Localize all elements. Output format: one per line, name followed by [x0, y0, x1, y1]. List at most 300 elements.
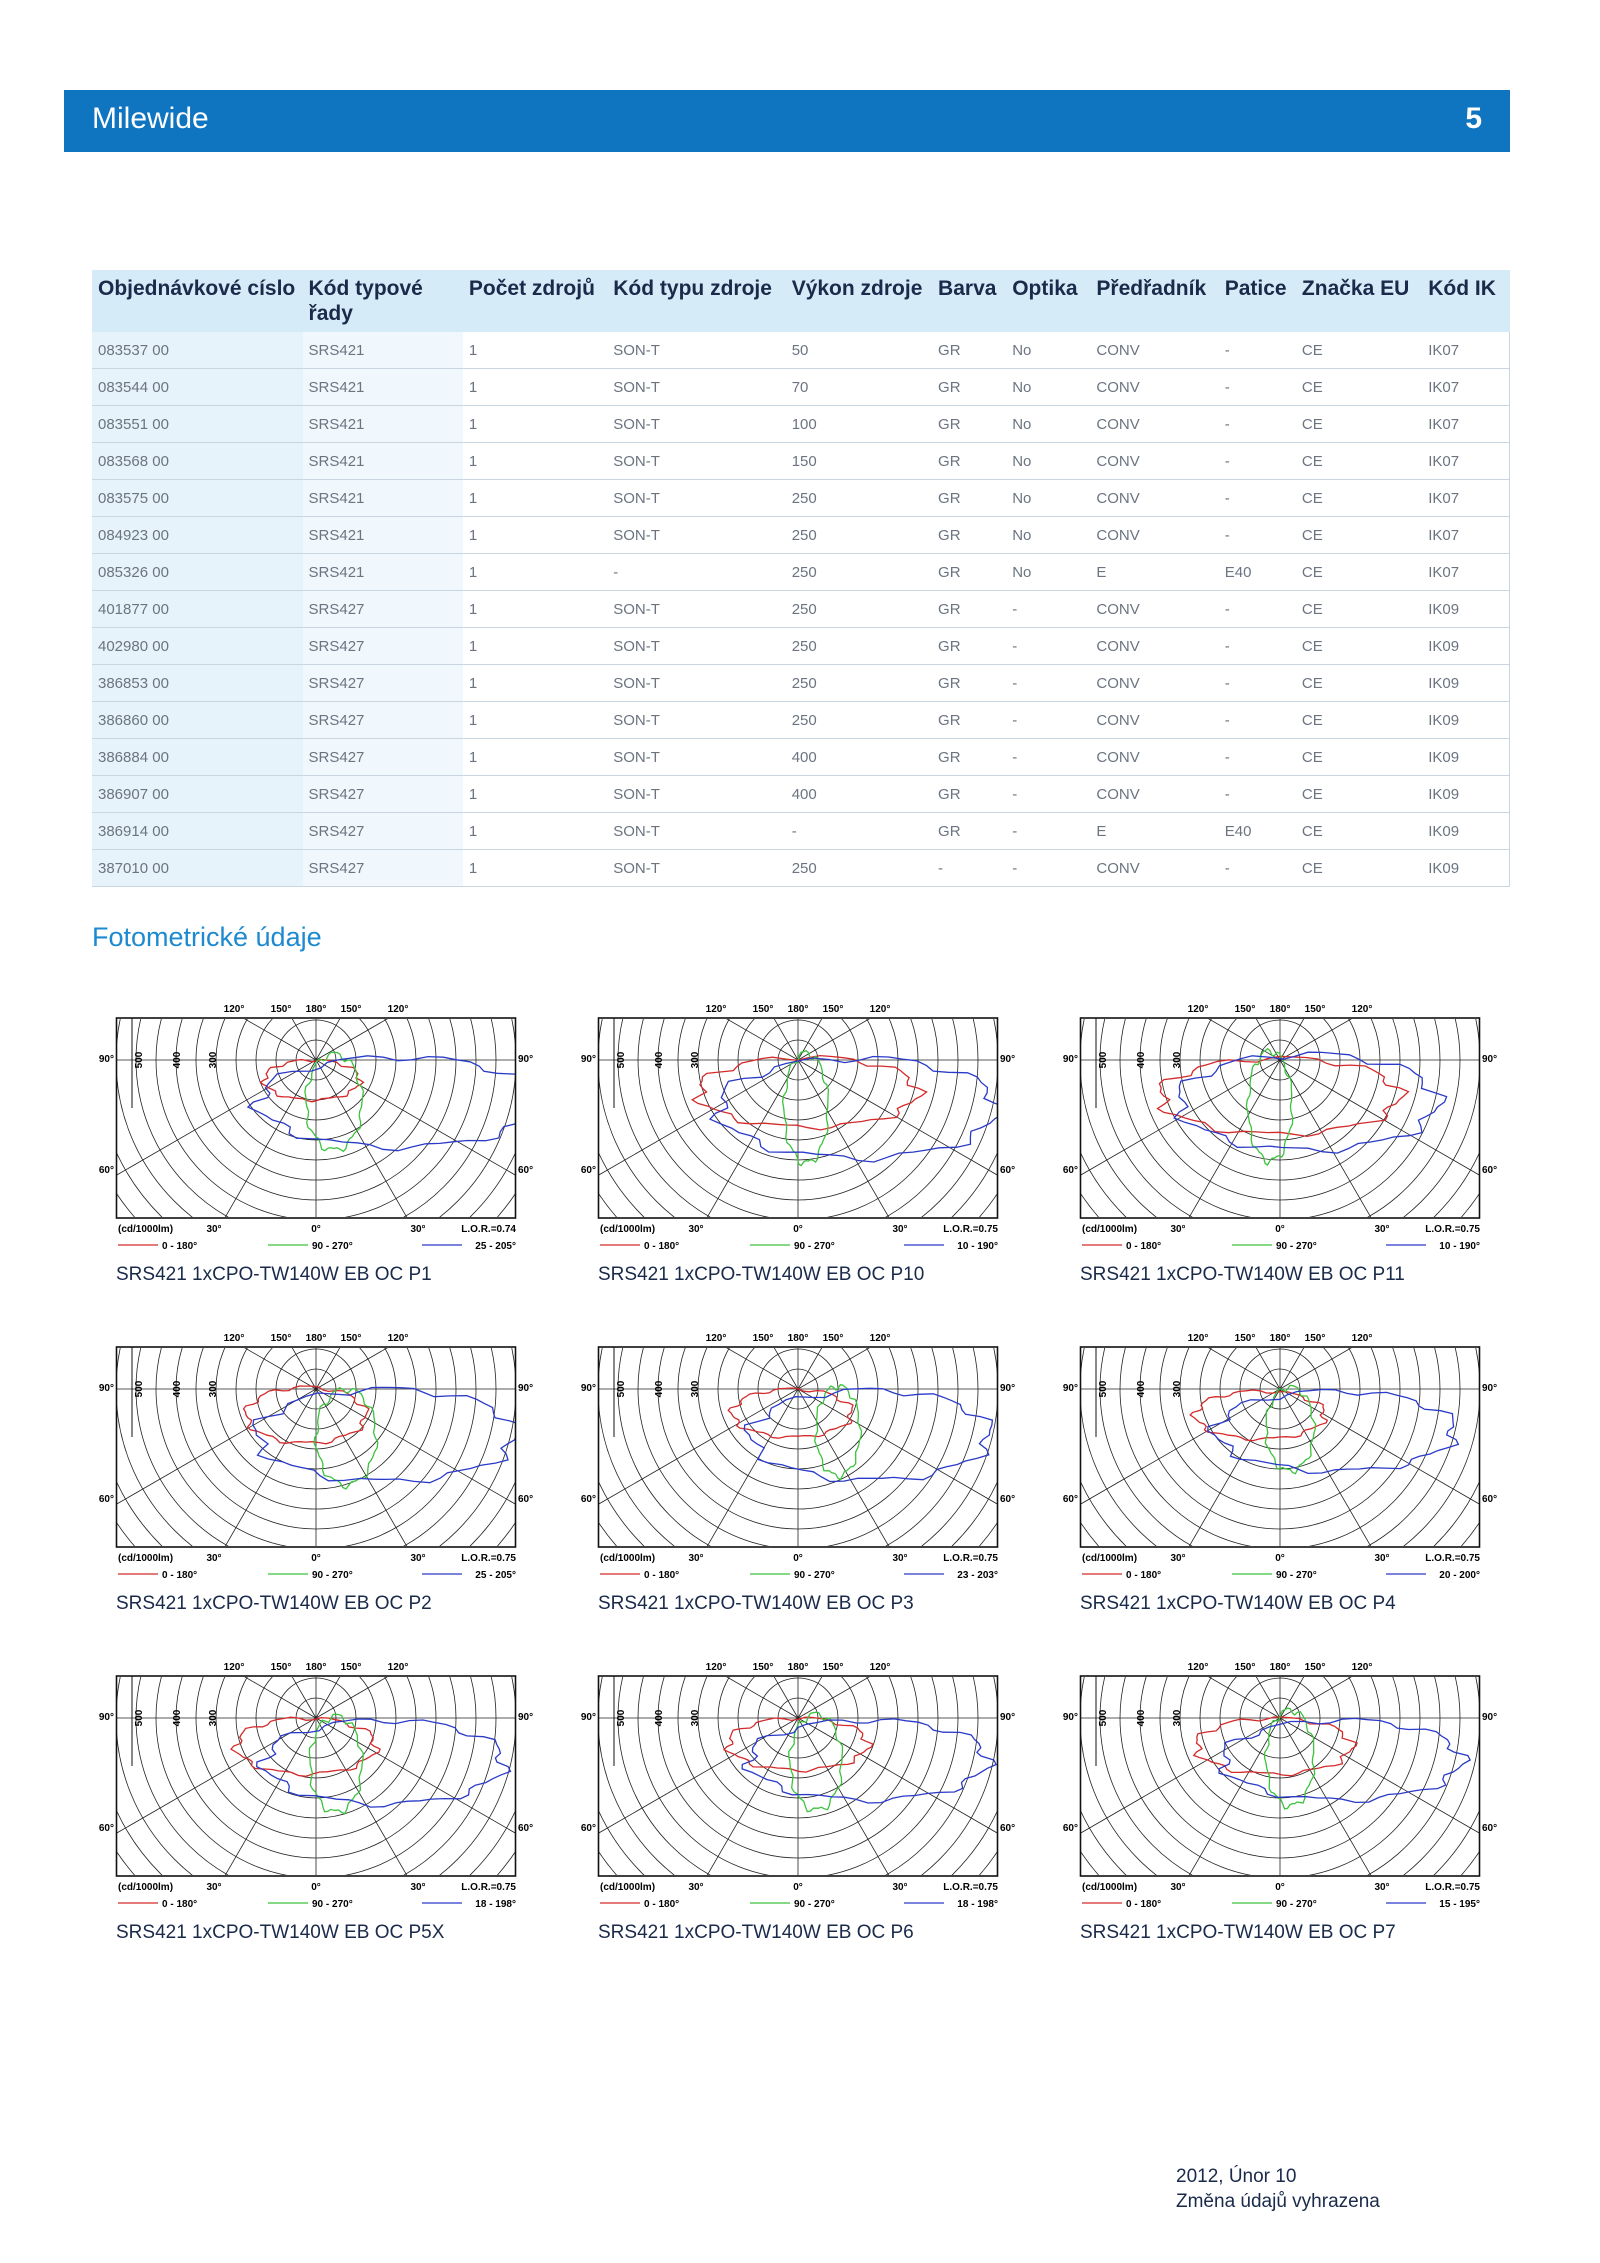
angle-label: 90° — [1000, 1712, 1016, 1723]
table-cell: CONV — [1090, 628, 1218, 665]
table-cell: CONV — [1090, 850, 1218, 887]
table-row — [92, 554, 1510, 591]
radial-tick-label: 500 — [616, 1709, 627, 1727]
table-cell: 1 — [463, 554, 607, 591]
angle-label: 60° — [98, 1823, 114, 1834]
radial-tick-label: 400 — [172, 1709, 183, 1727]
radial-tick-label: 500 — [1098, 1051, 1109, 1069]
legend-label: 0 - 180° — [162, 1899, 198, 1910]
legend-label: 0 - 180° — [644, 1570, 680, 1581]
angle-label: 120° — [223, 1004, 245, 1015]
table-cell: 085326 00 — [92, 554, 303, 591]
angle-label: 0° — [311, 1553, 321, 1564]
table-cell: SON-T — [607, 480, 785, 517]
angle-label: 150° — [822, 1662, 844, 1673]
table-cell: CONV — [1090, 406, 1218, 443]
table-row — [92, 739, 1510, 776]
angle-label: 90° — [580, 1712, 596, 1723]
radial-tick-label: 400 — [172, 1051, 183, 1069]
table-cell: 250 — [786, 517, 932, 554]
lor-label: L.O.R.=0.75 — [461, 1553, 516, 1564]
angle-label: 180° — [305, 1662, 327, 1673]
angle-label: 120° — [223, 1662, 245, 1673]
lor-label: L.O.R.=0.75 — [943, 1224, 998, 1235]
angle-label: 0° — [311, 1882, 321, 1893]
radial-tick-label: 400 — [172, 1380, 183, 1398]
table-cell: - — [1219, 628, 1296, 665]
angle-label: 60° — [518, 1165, 534, 1176]
table-cell: IK09 — [1422, 628, 1509, 665]
table-cell: No — [1006, 406, 1090, 443]
legend-label: 0 - 180° — [1126, 1241, 1162, 1252]
angle-label: 30° — [892, 1553, 908, 1564]
angle-label: 180° — [1269, 1333, 1291, 1344]
table-cell: E40 — [1219, 813, 1296, 850]
radial-tick-label: 400 — [654, 1051, 665, 1069]
table-cell: CE — [1296, 332, 1422, 369]
polar-plot — [1062, 1329, 1498, 1589]
diagram-caption: SRS421 1xCPO-TW140W EB OC P1 — [116, 1264, 432, 1285]
radial-tick-label: 500 — [1098, 1380, 1109, 1398]
table-cell: - — [1219, 480, 1296, 517]
table-cell: SRS421 — [303, 517, 463, 554]
angle-label: 60° — [1000, 1494, 1016, 1505]
table-cell: GR — [932, 332, 1006, 369]
table-cell: - — [1219, 739, 1296, 776]
diagram-caption: SRS421 1xCPO-TW140W EB OC P3 — [598, 1593, 914, 1614]
angle-label: 60° — [518, 1494, 534, 1505]
angle-label: 180° — [305, 1333, 327, 1344]
table-cell: SON-T — [607, 591, 785, 628]
angle-label: 60° — [98, 1165, 114, 1176]
angle-label: 120° — [387, 1333, 409, 1344]
table-cell: 401877 00 — [92, 591, 303, 628]
table-cell: IK07 — [1422, 443, 1509, 480]
angle-label: 120° — [1187, 1004, 1209, 1015]
angle-label: 90° — [518, 1054, 534, 1065]
table-cell: CONV — [1090, 776, 1218, 813]
curve-0-180 — [1158, 1056, 1409, 1136]
angle-label: 30° — [1170, 1553, 1186, 1564]
table-cell: CE — [1296, 369, 1422, 406]
angle-label: 30° — [410, 1553, 426, 1564]
angle-label: 150° — [270, 1004, 292, 1015]
footer — [1176, 2164, 1380, 2214]
table-cell: SRS427 — [303, 591, 463, 628]
legend-label: 10 - 190° — [1439, 1241, 1480, 1252]
table-cell: 386907 00 — [92, 776, 303, 813]
table-cell: SON-T — [607, 739, 785, 776]
curve-90-270 — [314, 1388, 378, 1489]
table-cell: - — [1006, 702, 1090, 739]
diagram-caption: SRS421 1xCPO-TW140W EB OC P2 — [116, 1593, 432, 1614]
unit-label: (cd/1000lm) — [600, 1553, 656, 1564]
radial-tick-label: 400 — [654, 1709, 665, 1727]
table-cell: CE — [1296, 406, 1422, 443]
legend-label: 25 - 205° — [475, 1570, 516, 1581]
table-cell: GR — [932, 480, 1006, 517]
polar-diagram — [580, 1329, 1016, 1614]
angle-label: 120° — [705, 1004, 727, 1015]
radial-tick-label: 500 — [1098, 1709, 1109, 1727]
table-cell: No — [1006, 369, 1090, 406]
radial-tick-label: 300 — [208, 1709, 219, 1727]
curve-0-180 — [724, 1717, 873, 1772]
table-cell: SON-T — [607, 628, 785, 665]
angle-label: 30° — [688, 1224, 704, 1235]
legend-label: 90 - 270° — [794, 1570, 835, 1581]
table-cell: GR — [932, 591, 1006, 628]
table-cell: 083544 00 — [92, 369, 303, 406]
table-row — [92, 480, 1510, 517]
angle-label: 60° — [580, 1494, 596, 1505]
table-cell: CONV — [1090, 332, 1218, 369]
table-cell: GR — [932, 406, 1006, 443]
angle-label: 150° — [340, 1333, 362, 1344]
table-row — [92, 443, 1510, 480]
radial-tick-label: 400 — [1136, 1051, 1147, 1069]
table-row — [92, 332, 1510, 369]
table-cell: E — [1090, 813, 1218, 850]
table-cell: - — [1219, 517, 1296, 554]
table-cell: 1 — [463, 406, 607, 443]
table-cell: CE — [1296, 628, 1422, 665]
table-cell: 1 — [463, 776, 607, 813]
column-header: Předřadník — [1090, 270, 1218, 332]
curve-blue — [742, 1719, 996, 1803]
angle-label: 120° — [705, 1662, 727, 1673]
radial-tick-label: 400 — [1136, 1380, 1147, 1398]
angle-label: 120° — [1351, 1662, 1373, 1673]
diagram-caption: SRS421 1xCPO-TW140W EB OC P4 — [1080, 1593, 1396, 1614]
table-cell: No — [1006, 332, 1090, 369]
table-cell: SRS421 — [303, 406, 463, 443]
table-cell: - — [1006, 776, 1090, 813]
table-cell: - — [1006, 813, 1090, 850]
table-cell: - — [1219, 443, 1296, 480]
table-cell: 084923 00 — [92, 517, 303, 554]
polar-diagram — [1062, 1329, 1498, 1614]
document-title: Milewide — [92, 102, 209, 135]
table-cell: SON-T — [607, 850, 785, 887]
table-cell: 083537 00 — [92, 332, 303, 369]
legend-label: 90 - 270° — [312, 1241, 353, 1252]
table-cell: IK09 — [1422, 739, 1509, 776]
angle-label: 60° — [1482, 1823, 1498, 1834]
table-cell: 250 — [786, 665, 932, 702]
angle-label: 90° — [1062, 1054, 1078, 1065]
table-cell: - — [932, 850, 1006, 887]
angle-label: 60° — [1000, 1165, 1016, 1176]
legend-label: 15 - 195° — [1439, 1899, 1480, 1910]
radial-tick-label: 500 — [134, 1051, 145, 1069]
table-cell: IK07 — [1422, 369, 1509, 406]
footer-note: Změna údajů vyhrazena — [1176, 2191, 1380, 2212]
column-header: Výkon zdroje — [786, 270, 932, 332]
polar-plot — [580, 1658, 1016, 1918]
diagram-caption: SRS421 1xCPO-TW140W EB OC P11 — [1080, 1264, 1405, 1285]
table-cell: SON-T — [607, 406, 785, 443]
curve-blue — [1174, 1052, 1446, 1153]
column-header: Patice — [1219, 270, 1296, 332]
curve-blue — [253, 1387, 523, 1482]
table-body — [92, 332, 1510, 887]
angle-label: 30° — [1170, 1882, 1186, 1893]
curve-90-270 — [783, 1051, 829, 1166]
table-cell: SON-T — [607, 369, 785, 406]
polar-diagram — [98, 1329, 534, 1614]
radial-tick-label: 300 — [690, 1051, 701, 1069]
table-cell: - — [1219, 332, 1296, 369]
table-cell: - — [1219, 406, 1296, 443]
unit-label: (cd/1000lm) — [1082, 1553, 1138, 1564]
table-cell: IK09 — [1422, 665, 1509, 702]
angle-label: 120° — [869, 1333, 891, 1344]
radial-tick-label: 300 — [208, 1051, 219, 1069]
unit-label: (cd/1000lm) — [118, 1224, 174, 1235]
table-cell: No — [1006, 554, 1090, 591]
unit-label: (cd/1000lm) — [1082, 1224, 1138, 1235]
table-cell: GR — [932, 702, 1006, 739]
table-cell: 387010 00 — [92, 850, 303, 887]
table-cell: - — [786, 813, 932, 850]
table-header-row — [92, 270, 1510, 332]
table-cell: IK07 — [1422, 480, 1509, 517]
table-cell: No — [1006, 517, 1090, 554]
table-cell: CONV — [1090, 702, 1218, 739]
table-cell: - — [607, 554, 785, 591]
polar-plot — [98, 1329, 534, 1589]
table-cell: 250 — [786, 628, 932, 665]
angle-label: 30° — [892, 1882, 908, 1893]
angle-label: 60° — [518, 1823, 534, 1834]
table-cell: 250 — [786, 480, 932, 517]
angle-label: 90° — [1482, 1712, 1498, 1723]
column-header: Kód IK — [1422, 270, 1509, 332]
table-cell: CE — [1296, 480, 1422, 517]
unit-label: (cd/1000lm) — [118, 1882, 174, 1893]
table-cell: GR — [932, 739, 1006, 776]
table-cell: SON-T — [607, 702, 785, 739]
table-cell: 250 — [786, 554, 932, 591]
angle-label: 0° — [1275, 1553, 1285, 1564]
table-cell: GR — [932, 443, 1006, 480]
table-cell: CONV — [1090, 369, 1218, 406]
legend-label: 18 - 198° — [475, 1899, 516, 1910]
table-cell: CE — [1296, 517, 1422, 554]
table-cell: - — [1219, 369, 1296, 406]
angle-label: 30° — [410, 1224, 426, 1235]
table-cell: CE — [1296, 813, 1422, 850]
table-cell: 386884 00 — [92, 739, 303, 776]
table-cell: 083551 00 — [92, 406, 303, 443]
table-cell: CONV — [1090, 739, 1218, 776]
table-row — [92, 628, 1510, 665]
legend-label: 90 - 270° — [794, 1241, 835, 1252]
section-title: Fotometrické údaje — [92, 922, 322, 952]
angle-label: 30° — [206, 1882, 222, 1893]
polar-diagram — [1062, 1658, 1498, 1943]
curve-blue — [257, 1719, 511, 1807]
table-cell: 1 — [463, 480, 607, 517]
angle-label: 0° — [1275, 1224, 1285, 1235]
table-cell: CE — [1296, 665, 1422, 702]
table-cell: CE — [1296, 850, 1422, 887]
table-cell: - — [1219, 850, 1296, 887]
angle-label: 30° — [1374, 1224, 1390, 1235]
table-cell: - — [1219, 665, 1296, 702]
polar-plot — [580, 1000, 1016, 1260]
table-cell: SRS427 — [303, 702, 463, 739]
table-cell: - — [1006, 850, 1090, 887]
table-cell: IK09 — [1422, 591, 1509, 628]
table-cell: IK07 — [1422, 332, 1509, 369]
polar-plot — [1062, 1658, 1498, 1918]
legend-label: 90 - 270° — [1276, 1570, 1317, 1581]
angle-label: 150° — [1304, 1004, 1326, 1015]
table-cell: 50 — [786, 332, 932, 369]
table-cell: 083575 00 — [92, 480, 303, 517]
angle-label: 90° — [1000, 1054, 1016, 1065]
angle-label: 150° — [752, 1333, 774, 1344]
angle-label: 90° — [580, 1383, 596, 1394]
table-row — [92, 813, 1510, 850]
angle-label: 90° — [98, 1712, 114, 1723]
table-cell: 400 — [786, 739, 932, 776]
table-cell: 1 — [463, 702, 607, 739]
angle-label: 60° — [580, 1823, 596, 1834]
table-cell: - — [1006, 739, 1090, 776]
angle-label: 30° — [410, 1882, 426, 1893]
legend-label: 20 - 200° — [1439, 1570, 1480, 1581]
angle-label: 90° — [1062, 1383, 1078, 1394]
curve-0-180 — [728, 1388, 853, 1438]
curve-blue — [1219, 1718, 1470, 1802]
lor-label: L.O.R.=0.75 — [943, 1553, 998, 1564]
table-cell: 1 — [463, 591, 607, 628]
polar-plot — [580, 1329, 1016, 1589]
diagram-caption: SRS421 1xCPO-TW140W EB OC P10 — [598, 1264, 925, 1285]
table-cell: SRS427 — [303, 850, 463, 887]
table-cell: 386914 00 — [92, 813, 303, 850]
angle-label: 60° — [1482, 1165, 1498, 1176]
table-cell: GR — [932, 554, 1006, 591]
lor-label: L.O.R.=0.74 — [461, 1224, 516, 1235]
angle-label: 180° — [787, 1662, 809, 1673]
table-row — [92, 702, 1510, 739]
angle-label: 90° — [1000, 1383, 1016, 1394]
angle-label: 60° — [1062, 1823, 1078, 1834]
angle-label: 150° — [1234, 1004, 1256, 1015]
angle-label: 60° — [1000, 1823, 1016, 1834]
radial-tick-label: 300 — [690, 1380, 701, 1398]
table-cell: E — [1090, 554, 1218, 591]
radial-tick-label: 500 — [616, 1380, 627, 1398]
angle-label: 30° — [1374, 1882, 1390, 1893]
angle-label: 0° — [793, 1882, 803, 1893]
table-row — [92, 850, 1510, 887]
table-cell: CE — [1296, 554, 1422, 591]
angle-label: 30° — [1170, 1224, 1186, 1235]
polar-diagram — [580, 1000, 1016, 1285]
lor-label: L.O.R.=0.75 — [461, 1882, 516, 1893]
table-cell: SRS421 — [303, 480, 463, 517]
radial-tick-label: 500 — [616, 1051, 627, 1069]
unit-label: (cd/1000lm) — [1082, 1882, 1138, 1893]
angle-label: 150° — [1234, 1333, 1256, 1344]
table-cell: 083568 00 — [92, 443, 303, 480]
polar-plot — [1062, 1000, 1498, 1260]
table-cell: E40 — [1219, 554, 1296, 591]
legend-label: 90 - 270° — [312, 1570, 353, 1581]
table-cell: SRS421 — [303, 443, 463, 480]
table-row — [92, 406, 1510, 443]
table-cell: SON-T — [607, 665, 785, 702]
legend-label: 10 - 190° — [957, 1241, 998, 1252]
table-cell: 250 — [786, 702, 932, 739]
angle-label: 120° — [1351, 1004, 1373, 1015]
angle-label: 30° — [1374, 1553, 1390, 1564]
table-cell: No — [1006, 443, 1090, 480]
table-cell: 1 — [463, 628, 607, 665]
angle-label: 120° — [869, 1004, 891, 1015]
angle-label: 120° — [1187, 1662, 1209, 1673]
table-cell: - — [1006, 628, 1090, 665]
lor-label: L.O.R.=0.75 — [1425, 1553, 1480, 1564]
table-cell: IK07 — [1422, 517, 1509, 554]
angle-label: 90° — [98, 1383, 114, 1394]
angle-label: 60° — [98, 1494, 114, 1505]
page-number: 5 — [1465, 102, 1482, 135]
angle-label: 180° — [1269, 1662, 1291, 1673]
legend-label: 25 - 205° — [475, 1241, 516, 1252]
legend-label: 90 - 270° — [1276, 1899, 1317, 1910]
curve-blue — [710, 1057, 1008, 1163]
table-cell: CONV — [1090, 591, 1218, 628]
column-header: Objednávkové císlo — [92, 270, 303, 332]
table-cell: CE — [1296, 591, 1422, 628]
angle-label: 60° — [1062, 1494, 1078, 1505]
curve-blue — [248, 1056, 546, 1151]
table-cell: GR — [932, 813, 1006, 850]
column-header: Značka EU — [1296, 270, 1422, 332]
angle-label: 0° — [311, 1224, 321, 1235]
table-cell: 1 — [463, 369, 607, 406]
table-cell: - — [1219, 591, 1296, 628]
angle-label: 90° — [518, 1383, 534, 1394]
radial-tick-label: 400 — [1136, 1709, 1147, 1727]
table-cell: 386853 00 — [92, 665, 303, 702]
table-cell: 1 — [463, 850, 607, 887]
angle-label: 0° — [793, 1224, 803, 1235]
radial-tick-label: 300 — [1172, 1380, 1183, 1398]
legend-label: 0 - 180° — [162, 1241, 198, 1252]
lor-label: L.O.R.=0.75 — [1425, 1224, 1480, 1235]
table-cell: 402980 00 — [92, 628, 303, 665]
angle-label: 150° — [822, 1004, 844, 1015]
column-header: Kód typu zdroje — [607, 270, 785, 332]
angle-label: 60° — [580, 1165, 596, 1176]
table-cell: IK09 — [1422, 850, 1509, 887]
legend-label: 90 - 270° — [312, 1899, 353, 1910]
angle-label: 120° — [1351, 1333, 1373, 1344]
angle-label: 150° — [1234, 1662, 1256, 1673]
legend-label: 0 - 180° — [644, 1899, 680, 1910]
angle-label: 60° — [1482, 1494, 1498, 1505]
angle-label: 30° — [688, 1553, 704, 1564]
table-cell: 250 — [786, 850, 932, 887]
polar-plot — [98, 1658, 534, 1918]
